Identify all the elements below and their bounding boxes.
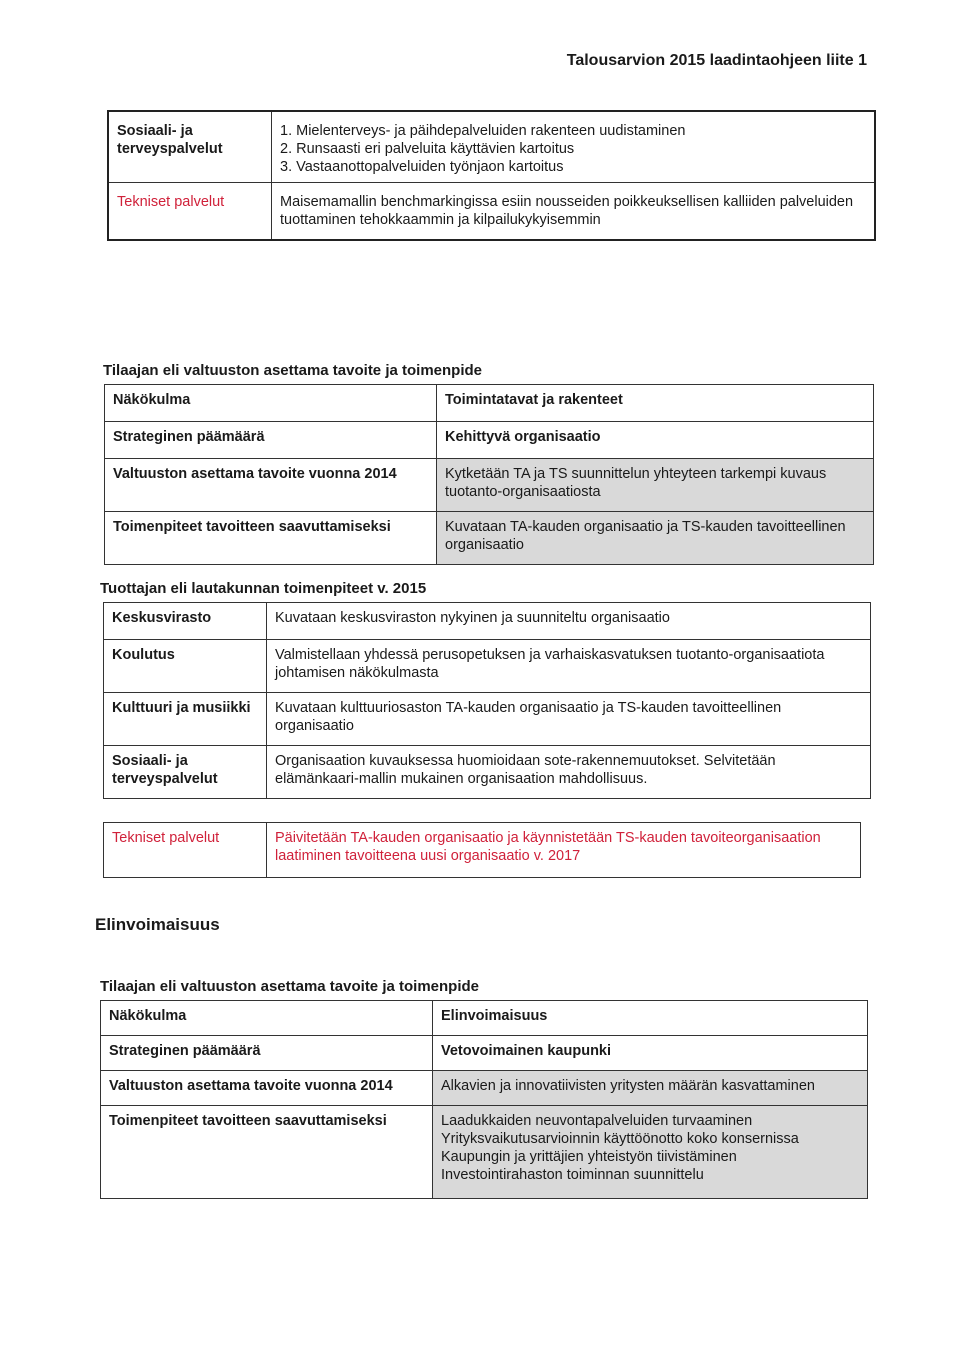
unit-label: Koulutus <box>104 640 267 693</box>
table-row <box>104 693 871 746</box>
table-row <box>108 183 875 241</box>
unit-label: Tekniset palvelut <box>104 823 267 878</box>
table-row <box>101 1001 868 1036</box>
table-row <box>105 422 874 459</box>
table-row <box>101 1071 868 1106</box>
row-label: Valtuuston asettama tavoite vuonna 2014 <box>101 1071 433 1106</box>
row-label: Strateginen päämäärä <box>105 422 437 459</box>
technical-services-table <box>103 822 861 878</box>
table-row <box>101 1106 868 1199</box>
row-label: Toimenpiteet tavoitteen saavuttamiseksi <box>109 1113 387 1129</box>
unit-label: Tekniset palvelut <box>108 183 272 241</box>
unit-action: Valmistellaan yhdessä perusopetuksen ja varhaiskasvatuksen tuotanto-organisaatiota johtamisen näkökulmasta <box>267 640 871 693</box>
board-actions-table <box>103 602 871 799</box>
table-row <box>108 111 875 183</box>
list-item: Yrityksvaikutusarvioinnin käyttöönotto koko konsernissa <box>441 1131 799 1147</box>
document-header: Talousarvion 2015 laadintaohjeen liite 1 <box>566 52 867 69</box>
table-row <box>104 603 871 640</box>
row-value: Vetovoimainen kaupunki <box>433 1036 868 1071</box>
row-value: Alkavien ja innovatiivisten yritysten määrän kasvattaminen <box>433 1071 868 1106</box>
action-list <box>280 122 866 176</box>
unit-label: Sosiaali- ja terveyspalvelut <box>108 111 272 183</box>
unit-actions <box>272 111 876 183</box>
vitality-goal-table <box>100 1000 868 1199</box>
row-value: Elinvoimaisuus <box>433 1001 868 1036</box>
list-item: Kaupungin ja yrittäjien yhteistyön tiivistäminen <box>441 1149 737 1165</box>
section-heading: Tilaajan eli valtuuston asettama tavoite ja toimenpide <box>100 978 479 995</box>
council-goal-table <box>104 384 874 565</box>
list-item: 1. Mielenterveys- ja päihdepalveluiden rakenteen uudistaminen <box>280 123 686 139</box>
goals-table <box>107 110 876 241</box>
table-row <box>104 746 871 799</box>
unit-action: Kuvataan kulttuuriosaston TA-kauden organisaatio ja TS-kauden tavoitteellinen organisaatio <box>267 693 871 746</box>
list-item: 3. Vastaanottopalveluiden työnjaon kartoitus <box>280 159 564 175</box>
unit-action: Päivitetään TA-kauden organisaatio ja käynnistetään TS-kauden tavoiteorganisaation laatiminen tavoitteena uusi organisaatio v. 2017 <box>275 830 821 864</box>
table-row <box>104 640 871 693</box>
unit-label: Sosiaali- ja terveyspalvelut <box>104 746 267 799</box>
row-label: Valtuuston asettama tavoite vuonna 2014 <box>105 459 437 512</box>
section-title: Elinvoimaisuus <box>95 915 220 934</box>
table-row <box>105 385 874 422</box>
row-value: Kehittyvä organisaatio <box>437 422 874 459</box>
unit-text: Maisemamallin benchmarkingissa esiin nousseiden poikkeuksellisen kalliiden palveluiden tuottaminen tehokkaammin ja kilpailukykyisemmin <box>280 194 854 228</box>
list-item: Laadukkaiden neuvontapalveluiden turvaaminen <box>441 1113 753 1129</box>
section-heading: Tuottajan eli lautakunnan toimenpiteet v. 2015 <box>100 580 427 597</box>
list-item: 2. Runsaasti eri palveluita käyttävien kartoitus <box>280 141 575 157</box>
row-label: Strateginen päämäärä <box>101 1036 433 1071</box>
row-value <box>433 1106 868 1199</box>
unit-label: Kulttuuri ja musiikki <box>104 693 267 746</box>
row-label: Näkökulma <box>105 385 437 422</box>
row-value: Kytketään TA ja TS suunnittelun yhteyteen tarkempi kuvaus tuotanto-organisaatiosta <box>437 459 874 512</box>
row-label: Toimenpiteet tavoitteen saavuttamiseksi <box>113 519 391 535</box>
section-heading: Tilaajan eli valtuuston asettama tavoite ja toimenpide <box>103 362 482 379</box>
row-value: Kuvataan TA-kauden organisaatio ja TS-kauden tavoitteellinen organisaatio <box>437 512 874 565</box>
unit-action: Organisaation kuvauksessa huomioidaan sote-rakennemuutokset. Selvitetään elämänkaari-mallin mukainen organisaation mahdollisuus. <box>275 753 776 787</box>
table-row <box>105 459 874 512</box>
row-label: Näkökulma <box>101 1001 433 1036</box>
table-row <box>105 512 874 565</box>
table-row <box>101 1036 868 1071</box>
unit-label: Keskusvirasto <box>104 603 267 640</box>
unit-action: Kuvataan keskusviraston nykyinen ja suunniteltu organisaatio <box>267 603 871 640</box>
table-row <box>104 823 861 878</box>
row-value: Toimintatavat ja rakenteet <box>437 385 874 422</box>
list-item: Investointirahaston toiminnan suunnittelu <box>441 1167 704 1183</box>
